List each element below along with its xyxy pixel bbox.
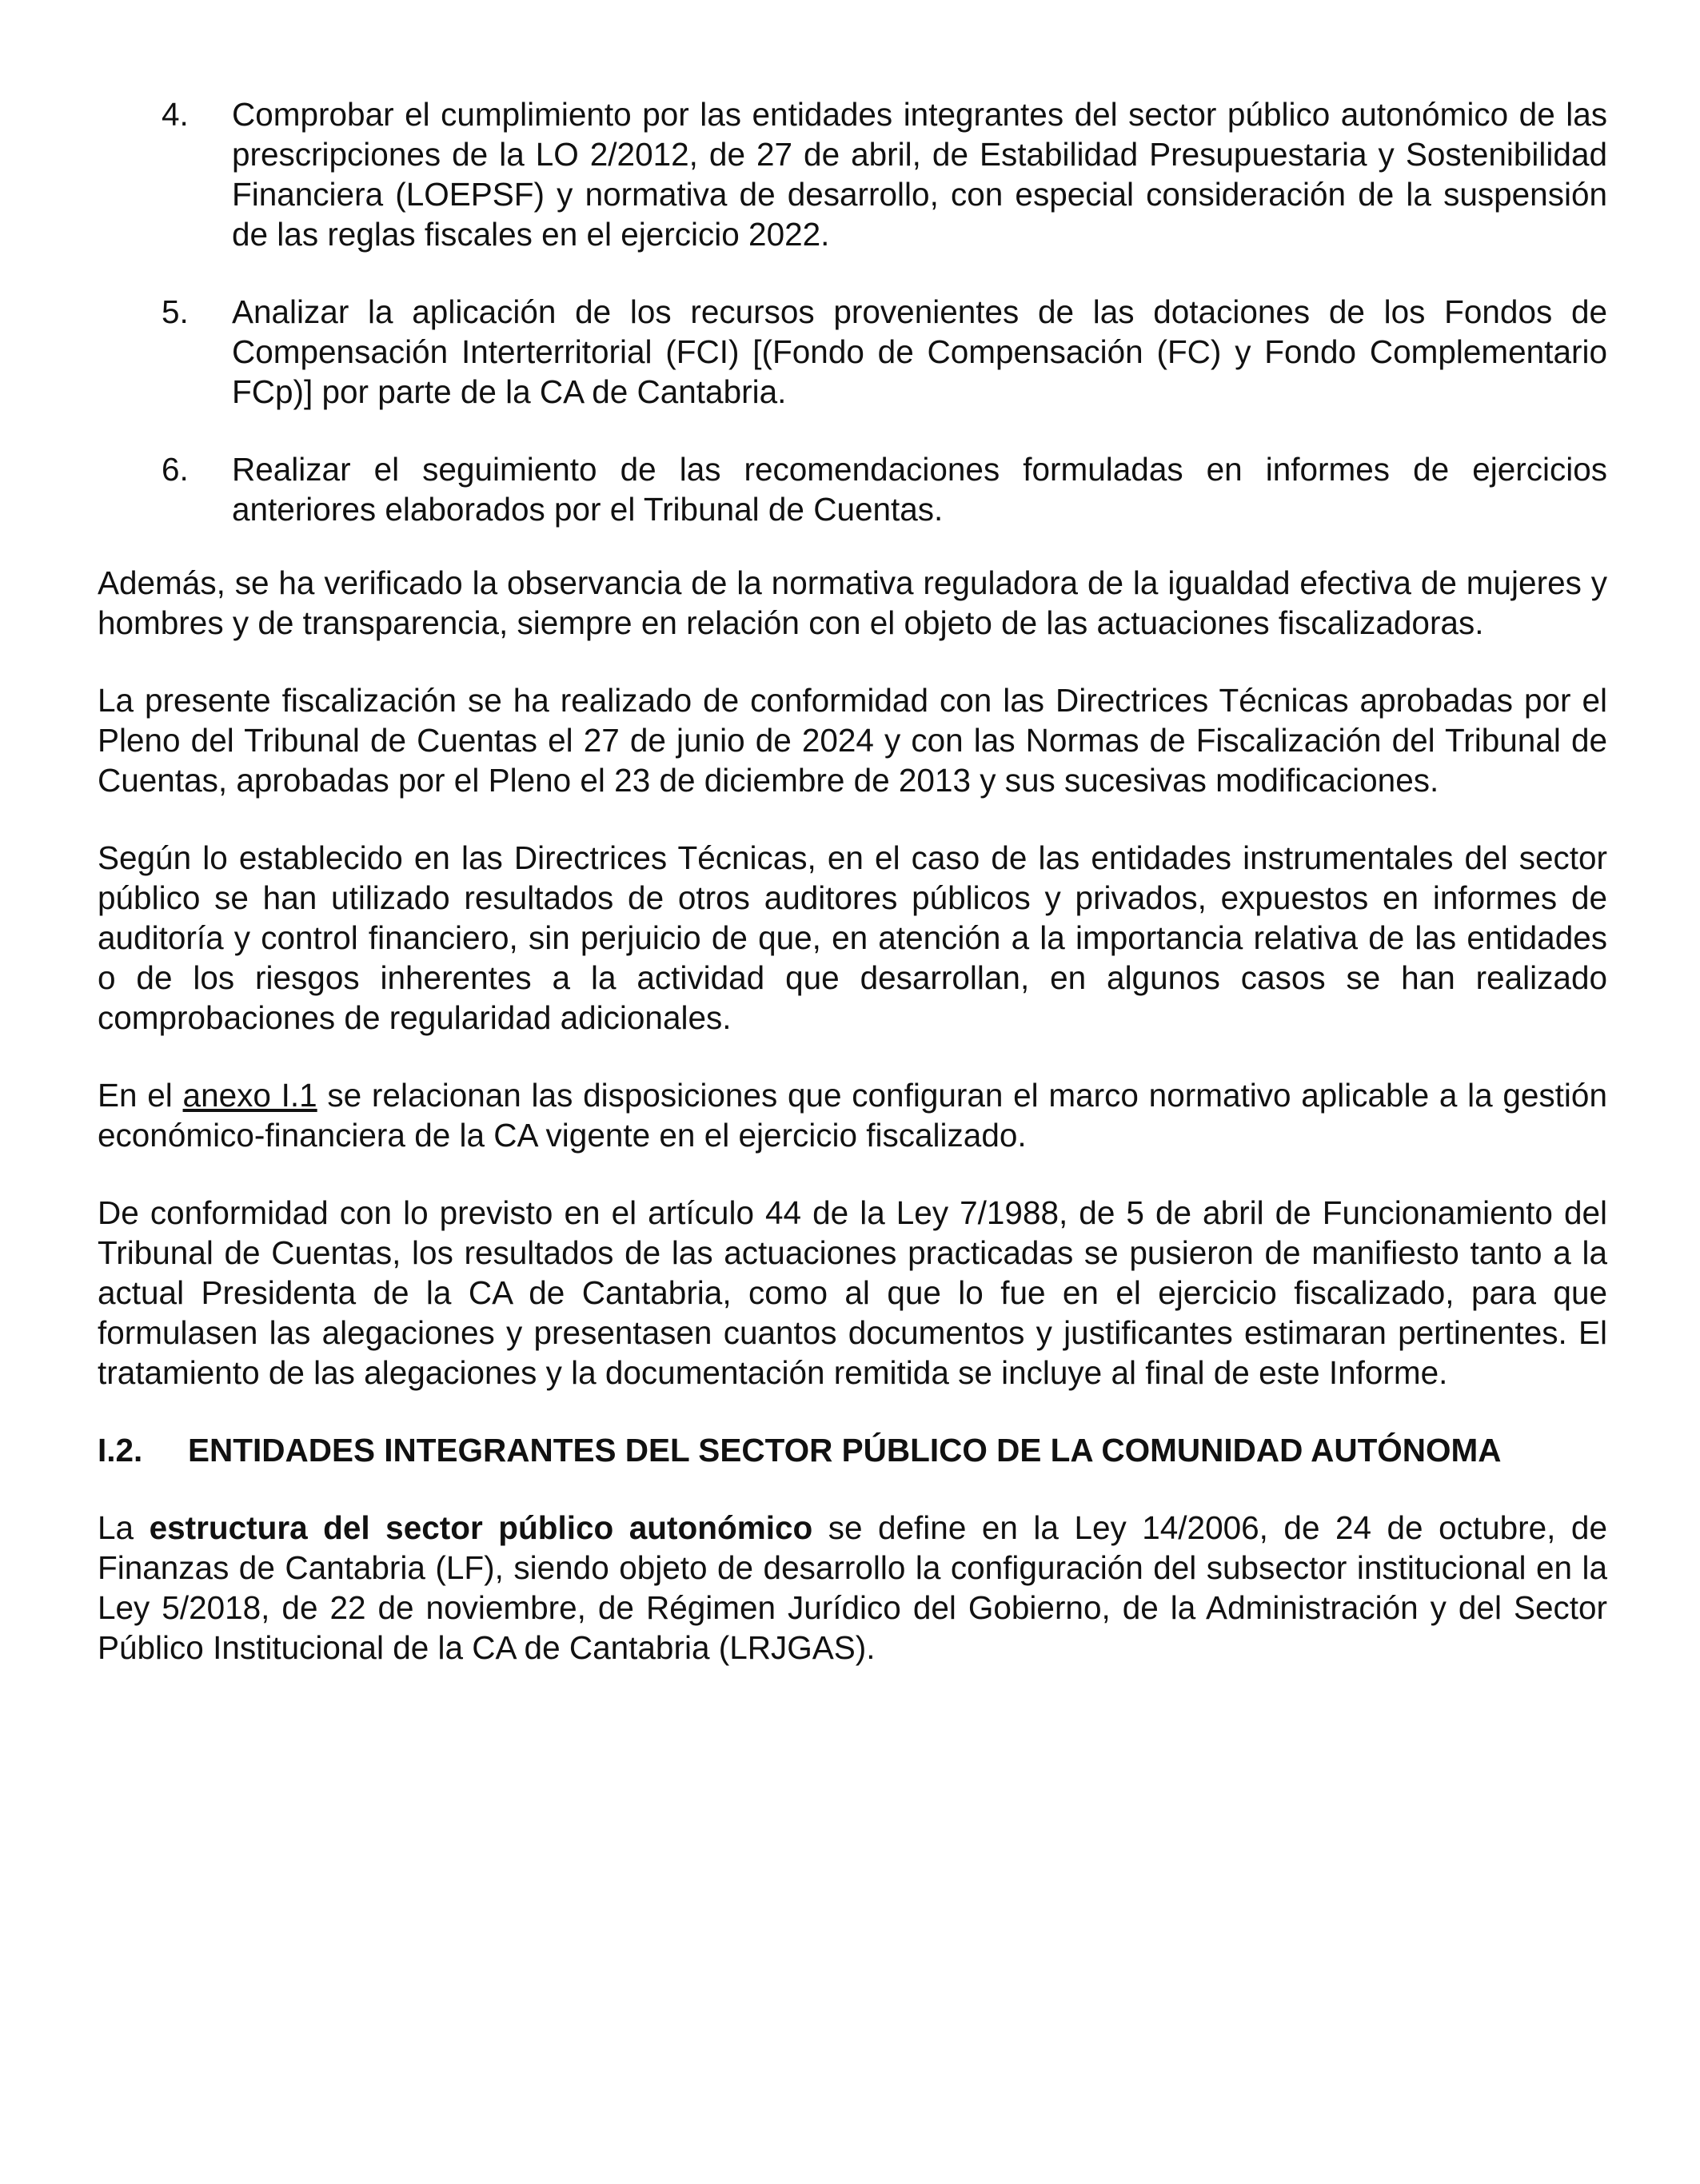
anexo-link[interactable]: anexo I.1: [182, 1077, 317, 1114]
paragraph-anexo: [98, 1075, 1607, 1155]
list-number: 6.: [162, 451, 189, 488]
anexo-text-before: En el: [98, 1077, 183, 1114]
section-heading: [98, 1430, 1607, 1470]
list-number: 5.: [162, 293, 189, 330]
paragraph-conformidad: De conformidad con lo previsto en el artículo 44 de la Ley 7/1988, de 5 de abril de Funcionamiento del Tribunal de Cuentas, los resultados de las actuaciones practicadas se pusieron de manifiesto tanto a la actual Presidenta de la CA de Cantabria, como al que lo fue en el ejercicio fiscalizado, para que formulasen las alegaciones y presentasen cuantos documentos y justificantes estimaran pertinentes. El tratamiento de las alegaciones y la documentación remitida se incluye al final de este Informe.: [98, 1194, 1607, 1391]
list-text: Comprobar el cumplimiento por las entidades integrantes del sector público autonómico de las prescripciones de la LO 2/2012, de 27 de abril, de Estabilidad Presupuestaria y Sostenibilidad Financiera (LOEPSF) y normativa de desarrollo, con especial consideración de la suspensión de las reglas fiscales en el ejercicio 2022.: [232, 96, 1607, 253]
paragraph-presente: La presente fiscalización se ha realizado de conformidad con las Directrices Técnicas aprobadas por el Pleno del Tribunal de Cuentas el 27 de junio de 2024 y con las Normas de Fiscalización del Tribunal de Cuentas, aprobadas por el Pleno el 23 de diciembre de 2013 y sus sucesivas modificaciones.: [98, 682, 1607, 799]
section-number: I.2.: [98, 1432, 143, 1469]
list-item-4: [98, 94, 1607, 254]
estructura-text-before: La: [98, 1509, 150, 1546]
paragraph-estructura: [98, 1508, 1607, 1668]
paragraph-ademas: Además, se ha verificado la observancia de la normativa reguladora de la igualdad efectiva de mujeres y hombres y de transparencia, siempre en relación con el objeto de las actuaciones fiscalizadoras.: [98, 564, 1607, 641]
list-item-6: [98, 449, 1607, 529]
paragraph-segun: Según lo establecido en las Directrices Técnicas, en el caso de las entidades instrumentales del sector público se han utilizado resultados de otros auditores públicos y privados, expuestos en informes de auditoría y control financiero, sin perjuicio de que, en atención a la importancia relativa de las entidades o de los riesgos inherentes a la actividad que desarrollan, en algunos casos se han realizado comprobaciones de regularidad adicionales.: [98, 839, 1607, 1036]
document-page: [98, 94, 1607, 1705]
list-text: Realizar el seguimiento de las recomendaciones formuladas en informes de ejercicios anteriores elaborados por el Tribunal de Cuentas.: [232, 451, 1607, 528]
list-text: Analizar la aplicación de los recursos provenientes de las dotaciones de los Fondos de Compensación Interterritorial (FCI) [(Fondo de Compensación (FC) y Fondo Complementario FCp)] por parte de la CA de Cantabria.: [232, 293, 1607, 410]
estructura-bold-term: estructura del sector público autonómico: [149, 1509, 813, 1546]
section-title: ENTIDADES INTEGRANTES DEL SECTOR PÚBLICO DE LA COMUNIDAD AUTÓNOMA: [188, 1432, 1502, 1469]
estructura-text-after: se define en la Ley 14/2006, de 24 de octubre, de Finanzas de Cantabria (LF), siendo objeto de desarrollo la configuración del subsector institucional en la Ley 5/2018, de 22 de noviembre, de Régimen Jurídico del Gobierno, de la Administración y del Sector Público Institucional de la CA de Cantabria (LRJGAS).: [98, 1509, 1607, 1666]
list-number: 4.: [162, 96, 189, 133]
anexo-text-after: se relacionan las disposiciones que configuran el marco normativo aplicable a la gestión económico-financiera de la CA vigente en el ejercicio fiscalizado.: [98, 1077, 1607, 1154]
list-item-5: [98, 292, 1607, 412]
